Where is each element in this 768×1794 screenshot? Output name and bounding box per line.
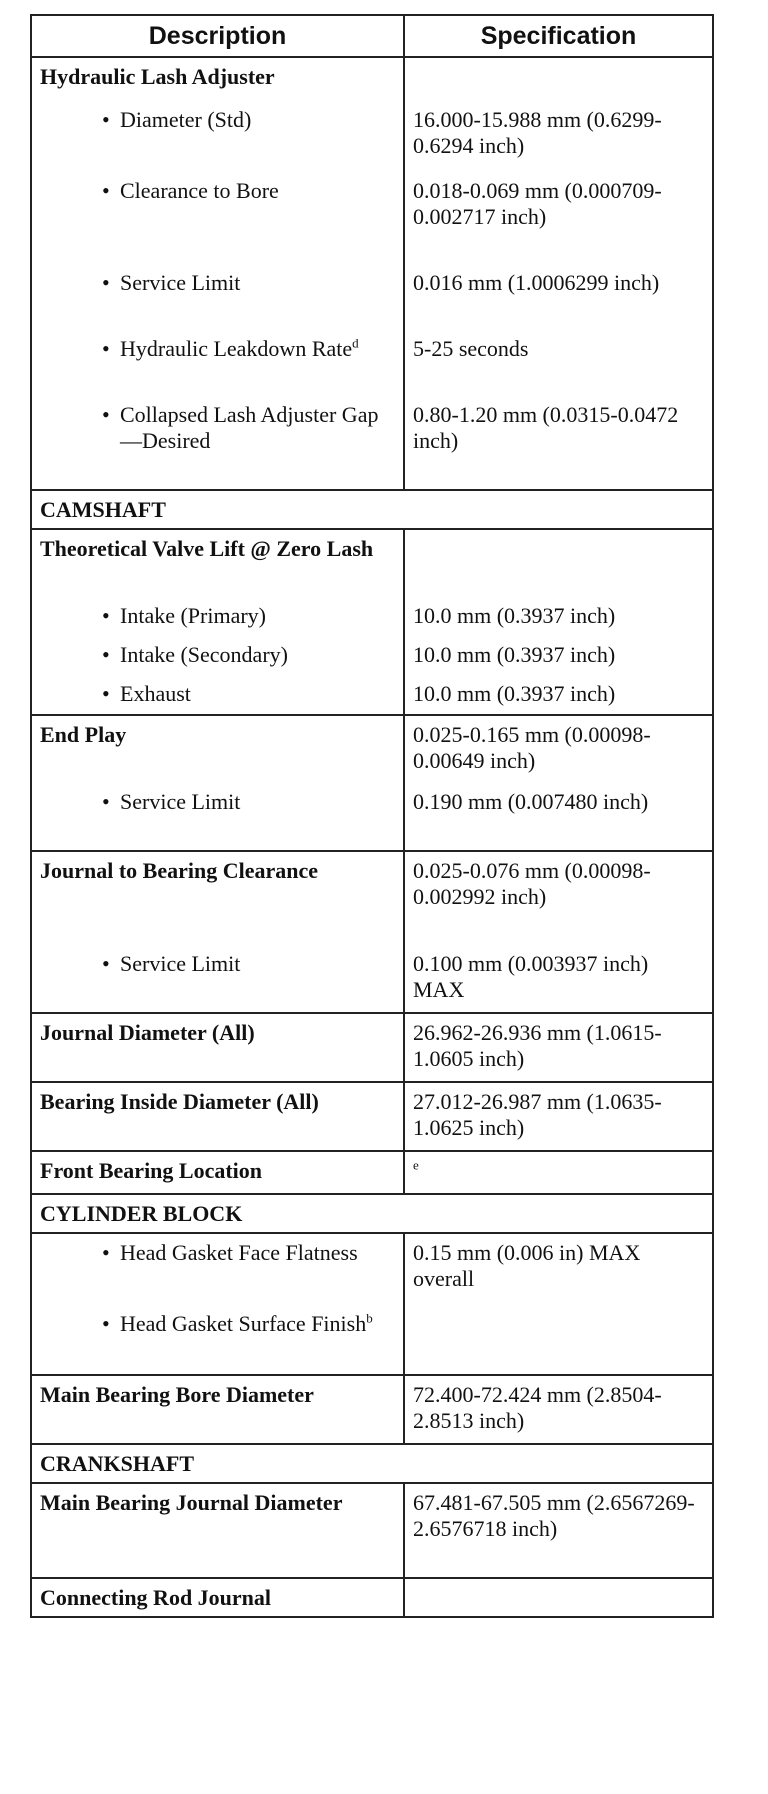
spec-cell [404,1578,713,1617]
spec-cell: 10.0 mm (0.3937 inch) [404,675,713,715]
bullet-icon: • [102,681,110,706]
sub-item-label: Hydraulic Leakdown Rate [120,336,353,361]
section-title: CAMSHAFT [31,490,713,529]
section-row [31,1444,713,1483]
row-heading: Connecting Rod Journal [31,1578,404,1617]
row-heading: End Play [31,715,404,783]
sub-item [31,1233,404,1305]
table-row [31,597,713,636]
table-row [31,851,713,945]
table-row [31,529,713,597]
bullet-icon: • [102,402,110,427]
table-row [31,1375,713,1444]
spec-cell: 0.100 mm (0.003937 inch) MAX [404,945,713,1013]
row-heading: Bearing Inside Diameter (All) [31,1082,404,1151]
spec-cell: 0.016 mm (1.0006299 inch) [404,264,713,330]
spec-cell [404,529,713,597]
footnote-marker: b [366,1310,373,1326]
spec-cell: 26.962-26.936 mm (1.0615-1.0605 inch) [404,1013,713,1082]
table-row [31,783,713,851]
bullet-icon: • [102,270,110,295]
sub-item [31,330,404,396]
bullet-icon: • [102,1240,110,1265]
bullet-icon: • [102,642,110,667]
spec-table [30,14,714,1618]
sub-item-label: Head Gasket Face Flatness [120,1240,358,1265]
sub-item [31,1305,404,1375]
bullet-icon: • [102,107,110,132]
sub-item-label: Intake (Secondary) [120,642,288,667]
spec-cell [404,57,713,101]
table-row [31,1151,713,1194]
header-row [31,15,713,57]
table-row [31,945,713,1013]
table-row [31,172,713,264]
section-title: CYLINDER BLOCK [31,1194,713,1233]
row-heading: Main Bearing Journal Diameter [31,1483,404,1578]
sub-item [31,172,404,264]
row-heading: Hydraulic Lash Adjuster [31,57,404,101]
sub-item [31,675,404,715]
header-description: Description [31,15,404,57]
spec-sheet [30,14,712,1618]
section-title: CRANKSHAFT [31,1444,713,1483]
sub-item [31,597,404,636]
sub-item [31,101,404,172]
row-heading: Front Bearing Location [31,1151,404,1194]
table-row [31,1082,713,1151]
spec-cell: 0.018-0.069 mm (0.000709-0.002717 inch) [404,172,713,264]
bullet-icon: • [102,951,110,976]
spec-cell [404,1305,713,1375]
bullet-icon: • [102,789,110,814]
table-row [31,1578,713,1617]
sub-item-label: Exhaust [120,681,191,706]
sub-item [31,396,404,490]
sub-item-label: Service Limit [120,270,241,295]
sub-item-label: Diameter (Std) [120,107,252,132]
spec-cell: 0.190 mm (0.007480 inch) [404,783,713,851]
spec-cell [404,1151,713,1194]
table-row [31,1233,713,1305]
spec-cell: 0.15 mm (0.006 in) MAX overall [404,1233,713,1305]
spec-cell: 0.025-0.076 mm (0.00098-0.002992 inch) [404,851,713,945]
table-row [31,1013,713,1082]
sub-item-label: Service Limit [120,789,241,814]
bullet-icon: • [102,1311,110,1336]
header-specification: Specification [404,15,713,57]
bullet-icon: • [102,178,110,203]
table-row [31,1305,713,1375]
spec-cell: 16.000-15.988 mm (0.6299-0.6294 inch) [404,101,713,172]
row-heading: Main Bearing Bore Diameter [31,1375,404,1444]
section-row [31,1194,713,1233]
spec-cell: 27.012-26.987 mm (1.0635-1.0625 inch) [404,1082,713,1151]
sub-item-label: Service Limit [120,951,241,976]
sub-item [31,945,404,1013]
table-row [31,396,713,490]
spec-cell: 67.481-67.505 mm (2.6567269-2.6576718 inch) [404,1483,713,1578]
row-heading: Journal to Bearing Clearance [31,851,404,945]
sub-item-label: Clearance to Bore [120,178,279,203]
table-row [31,330,713,396]
sub-item [31,636,404,675]
table-row [31,57,713,101]
sub-item [31,783,404,851]
row-heading: Journal Diameter (All) [31,1013,404,1082]
bullet-icon: • [102,603,110,628]
spec-cell: 0.80-1.20 mm (0.0315-0.0472 inch) [404,396,713,490]
bullet-icon: • [102,336,110,361]
spec-cell: 5-25 seconds [404,330,713,396]
sub-item [31,264,404,330]
row-heading: Theoretical Valve Lift @ Zero Lash [31,529,404,597]
spec-cell: 72.400-72.424 mm (2.8504-2.8513 inch) [404,1375,713,1444]
table-row [31,1483,713,1578]
spec-cell: 10.0 mm (0.3937 inch) [404,597,713,636]
table-row [31,101,713,172]
footnote-marker: d [352,335,359,351]
section-row [31,490,713,529]
table-row [31,264,713,330]
sub-item-label: Intake (Primary) [120,603,266,628]
sub-item-label: Collapsed Lash Adjuster Gap—Desired [120,402,379,453]
table-row [31,675,713,715]
sub-item-label: Head Gasket Surface Finish [120,1311,367,1336]
table-row [31,715,713,783]
spec-cell: 10.0 mm (0.3937 inch) [404,636,713,675]
spec-cell: 0.025-0.165 mm (0.00098-0.00649 inch) [404,715,713,783]
footnote-marker: e [413,1157,419,1173]
table-row [31,636,713,675]
